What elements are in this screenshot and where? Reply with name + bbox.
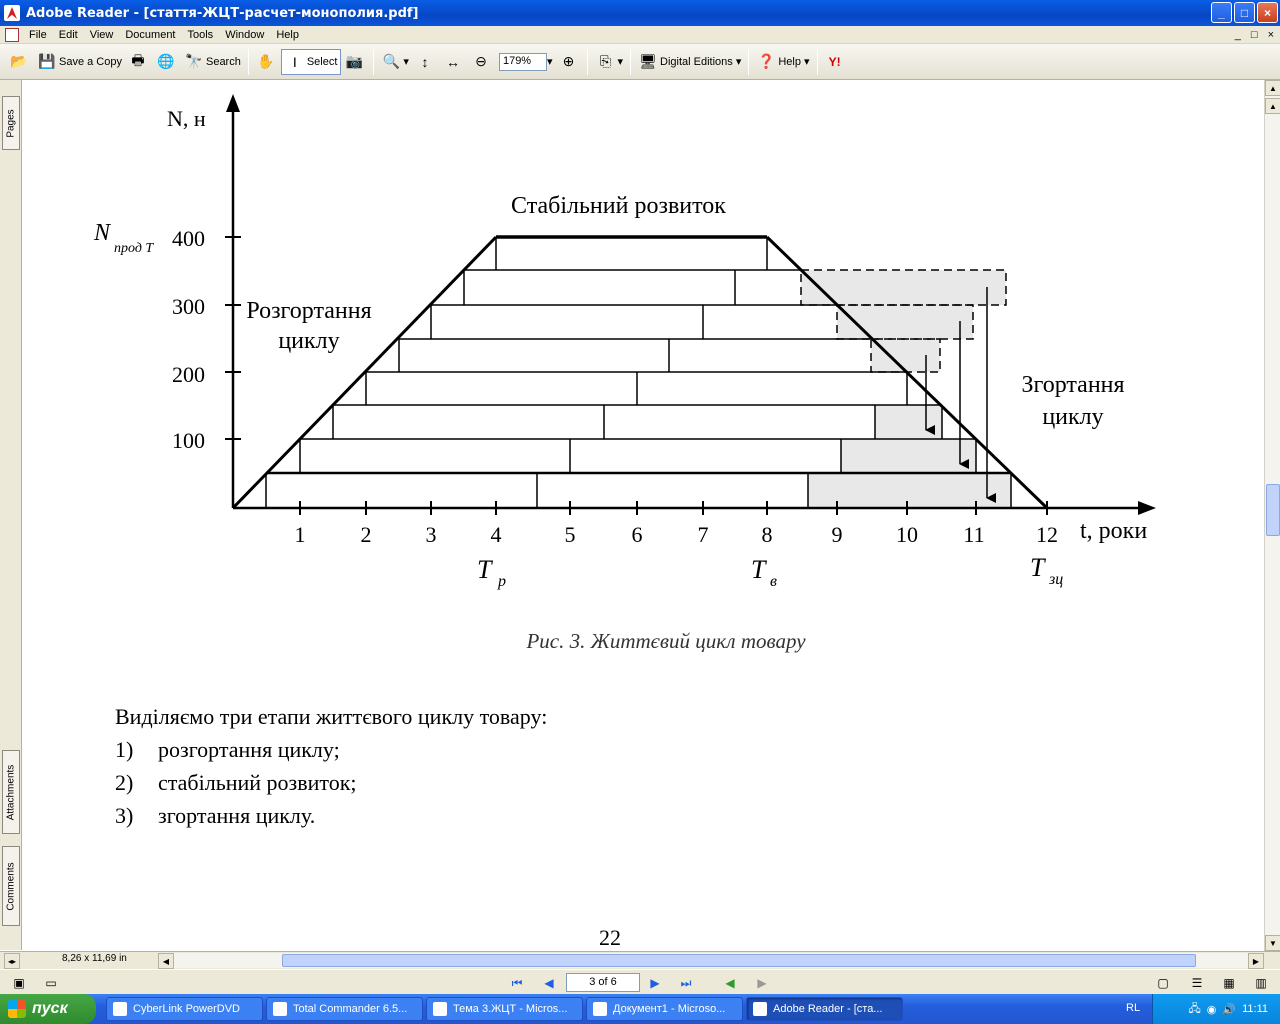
tab-attachments-label: Attachments [5, 764, 17, 820]
single-page-icon[interactable]: ▣ [13, 976, 25, 990]
rotate-dropdown-arrow-icon[interactable]: ▾ [617, 56, 624, 68]
page-navigation-bar [0, 969, 1280, 994]
yahoo-icon: Y! [828, 54, 841, 69]
x-tick-labels [295, 522, 1059, 547]
t-v-subscript: в [770, 573, 777, 590]
zoom-out-button[interactable] [468, 49, 496, 75]
horizontal-scroll-thumb[interactable] [282, 954, 1196, 967]
hand-tool-button[interactable] [253, 49, 281, 75]
task-label: Total Commander 6.5... [293, 1003, 408, 1015]
word-icon [593, 1002, 607, 1016]
status-bar [0, 951, 1280, 969]
navigation-panel [0, 80, 22, 950]
x-tick-label: 11 [963, 522, 985, 547]
continuous-facing-layout-icon[interactable]: ▥ [1255, 976, 1267, 990]
tab-comments-label: Comments [5, 861, 17, 911]
page-icon[interactable]: ▭ [45, 976, 57, 990]
x-tick-label: 1 [294, 522, 306, 547]
volume-icon[interactable]: 🔊 [1222, 1003, 1237, 1016]
status-icon[interactable]: ◉ [1206, 1003, 1217, 1016]
x-axis-arrow-icon [1138, 501, 1156, 515]
shaded-region [875, 405, 942, 439]
stage-rollup-label: Згортання [1021, 372, 1125, 398]
menu-bar [0, 26, 1280, 44]
doc-close-button[interactable]: × [1267, 28, 1274, 41]
tab-pages-label: Pages [5, 108, 17, 138]
text-cursor-icon: Ι [292, 53, 297, 70]
vertical-scrollbar[interactable] [1264, 80, 1280, 951]
list-item-text: згортання циклу. [158, 803, 316, 828]
x-tick-label: 6 [631, 522, 643, 547]
minus-circle-icon: ⊖ [475, 53, 487, 69]
task-label: Adobe Reader - [ста... [773, 1003, 883, 1015]
task-word-tema[interactable] [426, 997, 583, 1021]
title-bar [0, 0, 1280, 26]
x-tick-label: 8 [761, 522, 773, 547]
clock: 11:11 [1242, 1003, 1268, 1015]
toolbar-separator [630, 49, 631, 75]
page-number: 22 [599, 925, 621, 950]
save-copy-label: Save a Copy [59, 55, 122, 68]
t-zc-label: T [1030, 553, 1045, 582]
zoom-box [496, 49, 556, 75]
magnifier-icon: 🔍 [382, 53, 401, 69]
y-tick-label: 300 [172, 294, 205, 319]
zoom-dropdown-arrow-icon[interactable]: ▾ [546, 56, 553, 68]
search-button[interactable] [181, 49, 244, 75]
x-tick-label: 9 [831, 522, 843, 547]
globe-icon: 🌐 [157, 53, 175, 69]
powerdvd-icon [113, 1002, 127, 1016]
digital-editions-icon: 🖥 [639, 53, 657, 69]
adobe-reader-icon [753, 1002, 767, 1016]
page-size: 8,26 x 11,69 in [62, 953, 127, 964]
menu-help[interactable]: Help [276, 28, 299, 41]
menu-edit[interactable]: Edit [58, 28, 78, 41]
open-button[interactable] [6, 49, 34, 75]
fit-height-icon: ↕ [421, 53, 429, 70]
stage-rollout-label-2: циклу [278, 328, 340, 354]
n-prod-subscript: прод Т [114, 241, 154, 256]
toolbar [0, 44, 1280, 80]
rotate-button[interactable] [592, 49, 626, 75]
menu-view[interactable]: View [89, 28, 114, 41]
previous-view-icon[interactable]: ◀ [725, 976, 735, 990]
start-button[interactable] [0, 994, 96, 1024]
close-button[interactable]: × [1257, 2, 1278, 23]
list-item-number: 2) [115, 770, 134, 795]
minimize-button[interactable]: _ [1211, 2, 1232, 23]
word-icon [433, 1002, 447, 1016]
menu-tools[interactable]: Tools [187, 28, 214, 41]
total-commander-icon [273, 1002, 287, 1016]
x-axis-label: t, роки [1080, 518, 1148, 544]
list-item-text: розгортання циклу; [158, 737, 340, 762]
task-label: Тема 3.ЖЦТ - Micros... [453, 1003, 568, 1015]
task-label: Документ1 - Microso... [613, 1003, 726, 1015]
panel-toggle-icon[interactable]: ◂▸ [4, 953, 20, 969]
intro-paragraph: Виділяємо три етапи життєвого циклу товару: [115, 704, 548, 729]
plus-circle-icon: ⊕ [562, 53, 575, 69]
tab-attachments[interactable] [2, 750, 20, 834]
adobe-reader-icon [4, 5, 20, 21]
task-label: CyberLink PowerDVD [133, 1003, 240, 1015]
window-title: Adobe Reader - [стаття-ЖЦТ-расчет-монополия.pdf] [26, 5, 419, 21]
task-adobe-reader[interactable] [746, 997, 903, 1021]
menu-document[interactable]: Document [125, 28, 176, 41]
zoom-in-button[interactable] [555, 49, 583, 75]
vertical-scroll-thumb[interactable] [1266, 484, 1280, 536]
tab-comments[interactable] [2, 846, 20, 926]
shaded-region [808, 473, 1011, 507]
x-tick-label: 5 [564, 522, 576, 547]
network-icon[interactable]: 🖧 [1188, 1002, 1201, 1015]
hand-icon: ✋ [257, 53, 275, 69]
fit-width-button[interactable] [440, 49, 468, 75]
camera-icon: 📷 [345, 53, 364, 69]
last-page-icon[interactable]: ⏭ [680, 975, 692, 990]
select-label: Select [306, 55, 338, 68]
windows-flag-icon [8, 1000, 26, 1018]
save-copy-button[interactable] [34, 49, 125, 75]
tab-pages[interactable] [2, 96, 20, 150]
stage-rollout-label: Розгортання [246, 298, 372, 324]
y-tick-label: 100 [172, 428, 205, 453]
maximize-button[interactable]: □ [1234, 2, 1255, 23]
search-label: Search [205, 55, 241, 68]
scroll-down-icon[interactable]: ▼ [1265, 935, 1280, 951]
list-item-number: 3) [115, 803, 134, 828]
digital-editions-label: Digital Editions [660, 55, 733, 68]
start-label: пуск [32, 1000, 68, 1017]
doc-restore-button[interactable]: □ [1250, 28, 1258, 41]
pages-icon: ⎘ [599, 53, 612, 69]
zoom-input[interactable]: 179% [499, 53, 547, 71]
document-view[interactable] [22, 80, 1264, 951]
menu-window[interactable]: Window [225, 28, 265, 41]
binoculars-icon: 🔭 [185, 53, 203, 69]
digital-editions-button[interactable] [635, 49, 744, 75]
n-prod-label: N [94, 220, 111, 246]
list-item-number: 1) [115, 737, 134, 762]
email-button[interactable] [153, 49, 181, 75]
t-p-subscript: р [498, 573, 506, 590]
scroll-page-up-icon[interactable]: ▲ [1265, 98, 1280, 114]
toolbar-separator [748, 49, 749, 75]
continuous-layout-icon[interactable]: ☰ [1191, 976, 1203, 990]
help-icon: ❓ [757, 53, 776, 69]
facing-layout-icon[interactable]: ▦ [1223, 976, 1235, 990]
page-number-input[interactable]: 3 of 6 [566, 973, 640, 992]
zoom-in-tool-button[interactable] [378, 49, 412, 75]
horizontal-scrollbar[interactable] [158, 953, 1264, 968]
menu-file[interactable]: File [29, 28, 47, 41]
document-window-controls [1235, 29, 1274, 41]
snapshot-button[interactable] [341, 49, 369, 75]
floppy-icon: 💾 [38, 53, 56, 69]
yahoo-button[interactable] [822, 49, 850, 75]
doc-minimize-button[interactable]: _ [1234, 28, 1241, 41]
task-word-document1[interactable] [586, 997, 743, 1021]
folder-icon: 📂 [10, 53, 28, 69]
window-controls [1211, 2, 1278, 23]
toolbar-separator [248, 49, 249, 75]
y-tick-label: 400 [172, 226, 205, 251]
dropdown-arrow-icon[interactable]: ▾ [403, 56, 409, 68]
x-tick-label: 3 [425, 522, 437, 547]
y-axis-arrow-icon [226, 94, 240, 112]
select-tool-button[interactable] [281, 49, 342, 75]
y-axis-label: N, н [167, 106, 206, 131]
help-button[interactable] [753, 49, 812, 75]
shaded-region [841, 439, 976, 473]
x-tick-label: 2 [360, 522, 372, 547]
t-v-label: T [751, 555, 766, 584]
next-page-icon[interactable]: ▶ [650, 976, 660, 990]
shaded-region [837, 305, 973, 339]
single-page-layout-icon[interactable]: ▢ [1157, 976, 1169, 990]
help-arrow-icon: ▾ [800, 56, 810, 68]
scroll-up-icon[interactable]: ▲ [1265, 80, 1280, 96]
toolbar-separator [373, 49, 374, 75]
figure-caption: Рис. 3. Життєвий цикл товару [526, 629, 806, 653]
t-p-label: T [477, 555, 492, 584]
toolbar-separator [817, 49, 818, 75]
fit-width-icon: ↔ [445, 53, 460, 70]
x-tick-label: 7 [697, 522, 709, 547]
help-label: Help [778, 55, 801, 68]
taskbar [0, 994, 1280, 1024]
stage-stable-label: Стабільний розвиток [511, 193, 726, 219]
first-page-icon[interactable]: ⏮ [511, 975, 523, 990]
next-view-icon[interactable]: ▶ [757, 976, 767, 990]
x-tick-label: 4 [490, 522, 502, 547]
actual-size-button[interactable] [412, 49, 440, 75]
document-icon[interactable] [5, 28, 19, 42]
system-tray [1152, 994, 1280, 1024]
x-tick-label: 12 [1036, 522, 1058, 547]
stage-rollup-label-2: циклу [1042, 404, 1104, 430]
t-zc-subscript: зц [1049, 571, 1064, 588]
previous-page-icon[interactable]: ◀ [544, 976, 554, 990]
shaded-region [871, 339, 940, 372]
x-tick-label: 10 [896, 522, 918, 547]
printer-icon: 🖶 [131, 51, 145, 68]
scroll-left-icon[interactable]: ◀ [158, 953, 174, 969]
task-powerdvd[interactable] [106, 997, 263, 1021]
language-indicator[interactable]: RL [1126, 1002, 1141, 1014]
digital-editions-arrow-icon: ▾ [732, 56, 742, 68]
scroll-right-icon[interactable]: ▶ [1248, 953, 1264, 969]
list-item-text: стабільний розвиток; [158, 770, 357, 795]
task-total-commander[interactable] [266, 997, 423, 1021]
print-button[interactable] [125, 49, 153, 75]
toolbar-separator [587, 49, 588, 75]
y-tick-label: 200 [172, 362, 205, 387]
